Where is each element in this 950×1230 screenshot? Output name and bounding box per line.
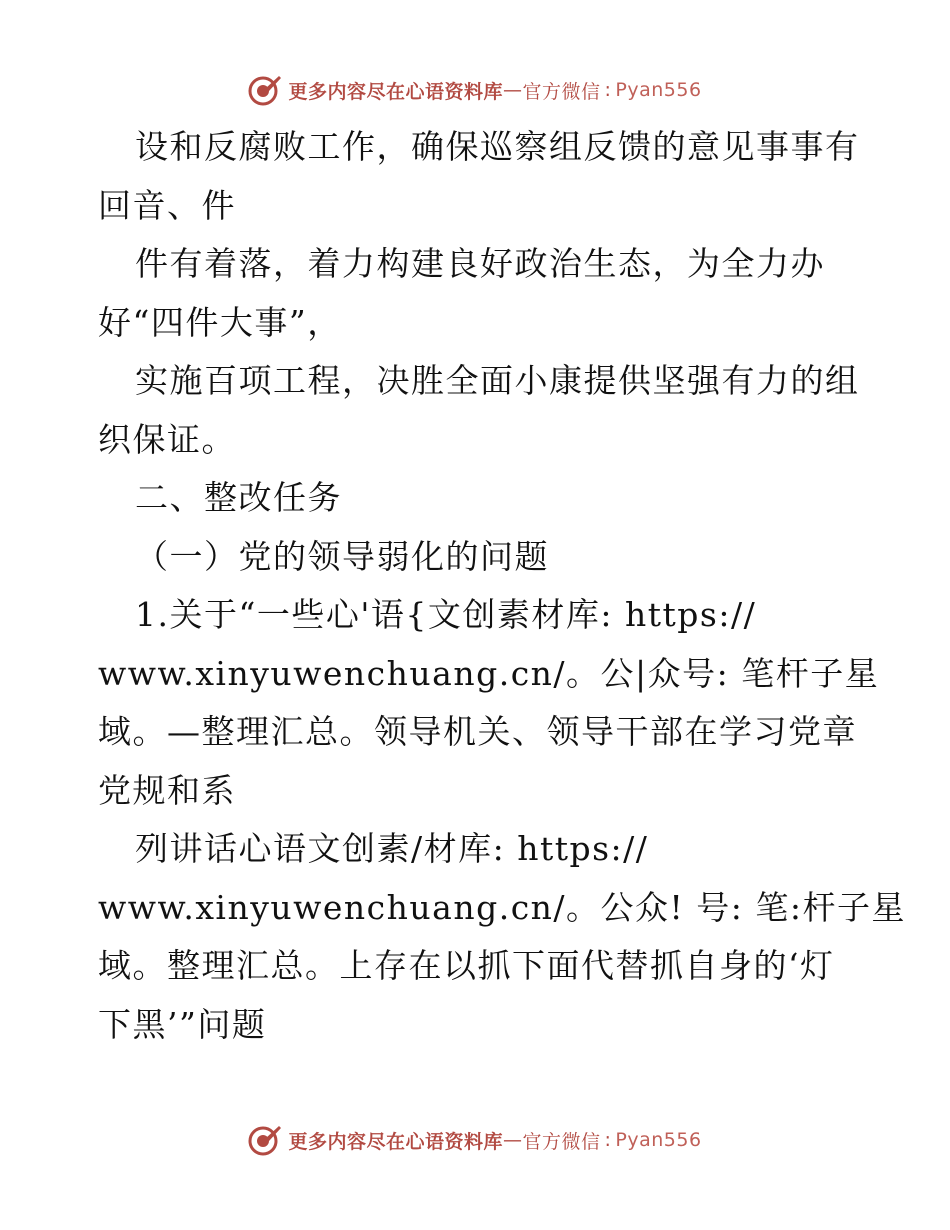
text-line: 域。整理汇总。上存在以抓下面代替抓自身的‘灯 (98, 946, 835, 985)
banner-wechat-id: Pyan556 (615, 1129, 702, 1151)
text-line: 好“四件大事”， (98, 302, 342, 342)
banner-separator: : (604, 79, 612, 101)
text-line: 回音、件 (98, 185, 236, 225)
text-line: 域。—整理汇总。领导机关、领导干部在学习党章 (98, 712, 857, 751)
text-line: 设和反腐败工作，确保巡察组反馈的意见事事有 (135, 127, 860, 166)
text-line: 列讲话心语文创素/材库: https:// (135, 829, 649, 868)
text-line: 织保证。 (98, 419, 236, 459)
text-line: 1.关于“一些心'语{文创素材库: https:// (135, 595, 757, 634)
text-line: 党规和系 (98, 770, 236, 810)
subsection-heading: （一）党的领导弱化的问题 (135, 536, 549, 576)
text-line: www.xinyuwenchuang.cn/。公|众号: 笔杆子星 (98, 653, 880, 693)
banner-lead-text: 更多内容尽在心语资料库 (288, 1130, 503, 1153)
footer-banner (0, 1120, 950, 1160)
logo-icon (248, 73, 282, 107)
banner-wechat-id: Pyan556 (615, 79, 702, 101)
banner-wechat-label: 官方微信 (522, 80, 601, 103)
banner-lead-text: 更多内容尽在心语资料库 (288, 80, 503, 103)
document-body (98, 118, 907, 1054)
banner-wechat-label: 官方微信 (522, 1130, 601, 1153)
banner-dash: — (502, 79, 523, 101)
text-line: 实施百项工程，决胜全面小康提供坚强有力的组 (135, 361, 860, 400)
logo-icon (248, 1123, 282, 1157)
banner-separator: : (604, 1129, 612, 1151)
section-heading: 二、整改任务 (135, 478, 342, 517)
banner-dash: — (502, 1129, 523, 1151)
text-line: www.xinyuwenchuang.cn/。公众! 号: 笔:杆子星 (98, 887, 907, 927)
header-banner (0, 70, 950, 110)
text-line: 件有着落，着力构建良好政治生态，为全力办 (135, 244, 825, 283)
text-line: 下黑’”问题 (98, 1004, 267, 1044)
